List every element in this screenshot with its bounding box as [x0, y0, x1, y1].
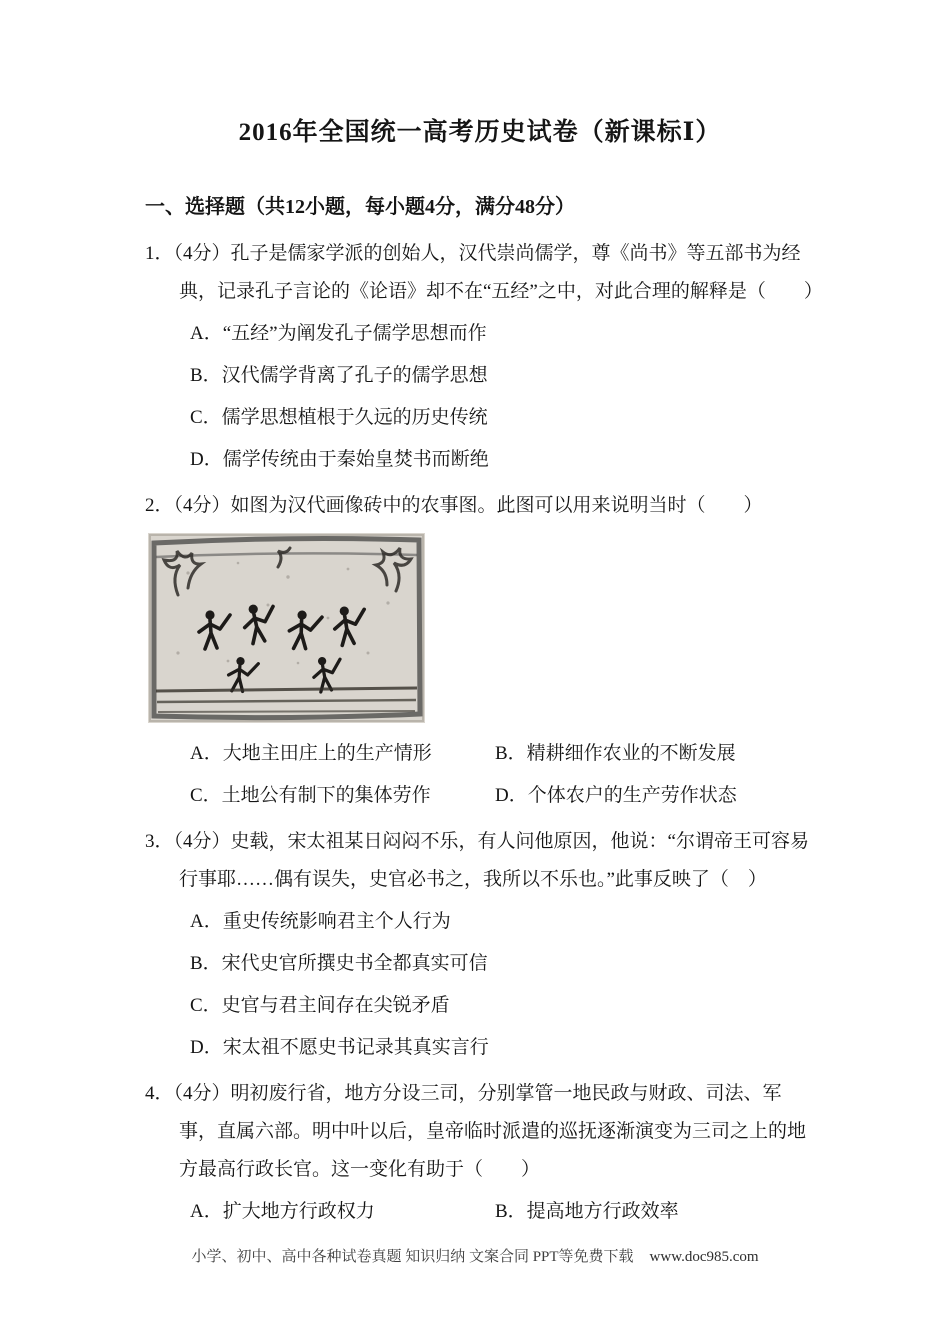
question-1-options	[145, 313, 815, 481]
question-2	[145, 487, 815, 817]
website-url: www.doc985.com	[649, 1249, 759, 1265]
han-brick-farming-image	[148, 533, 425, 723]
question-1-number: 1．	[145, 243, 174, 264]
question-2-option-a: A．大地主田庄上的生产情形	[190, 743, 432, 764]
question-3-option-a: A．重史传统影响君主个人行为	[190, 911, 451, 932]
question-1-stem	[145, 235, 823, 311]
question-2-stem-text: （4分）如图为汉代画像砖中的农事图。此图可以用来说明当时（ ）	[173, 495, 763, 516]
section-header: 一、选择题（共12小题，每小题4分，满分48分）	[145, 196, 575, 218]
question-3-stem-text: （4分）史载，宋太祖某日闷闷不乐，有人问他原因，他说：“尔谓帝王可容易行事耶……偶有误失，史官必书之，我所以不乐也。”此事反映了（ ）	[173, 831, 809, 890]
page-title: 2016年全国统一高考历史试卷（新课标Ⅰ）	[238, 119, 722, 146]
question-2-option-c: C．土地公有制下的集体劳作	[190, 785, 431, 806]
question-2-option-b: B．精耕细作农业的不断发展	[495, 743, 736, 764]
question-3-stem	[145, 823, 815, 899]
question-1	[145, 235, 823, 481]
question-2-number: 2．	[145, 495, 174, 516]
question-3-option-b: B．宋代史官所撰史书全都真实可信	[190, 953, 488, 974]
question-1-option-d: D．儒学传统由于秦始皇焚书而断绝	[190, 449, 489, 470]
question-4-options	[145, 1191, 815, 1233]
question-2-options	[145, 733, 815, 817]
question-4-option-b: B．提高地方行政效率	[495, 1201, 679, 1222]
question-4	[145, 1075, 815, 1233]
question-4-number: 4．	[145, 1083, 174, 1104]
question-1-option-c: C．儒学思想植根于久远的历史传统	[190, 407, 488, 428]
question-3-number: 3．	[145, 831, 174, 852]
question-2-stem	[145, 487, 815, 525]
question-4-stem-text: （4分）明初废行省，地方分设三司，分别掌管一地民政与财政、司法、军事，直属六部。明中叶以后，皇帝临时派遣的巡抚逐渐演变为三司之上的地方最高行政长官。这一变化有助于（ ）	[173, 1083, 807, 1180]
question-3	[145, 823, 815, 1069]
question-3-option-d: D．宋太祖不愿史书记录其真实言行	[190, 1037, 489, 1058]
question-1-option-a: A．“五经”为阐发孔子儒学思想而作	[190, 323, 487, 344]
question-4-option-a: A．扩大地方行政权力	[190, 1201, 375, 1222]
question-4-stem	[145, 1075, 815, 1189]
question-3-option-c: C．史官与君主间存在尖锐矛盾	[190, 995, 450, 1016]
footer-text: 小学、初中、高中各种试卷真题 知识归纳 文案合同 PPT等免费下载	[191, 1249, 634, 1265]
question-1-option-b: B．汉代儒学背离了孔子的儒学思想	[190, 365, 488, 386]
question-1-stem-text: （4分）孔子是儒家学派的创始人，汉代崇尚儒学，尊《尚书》等五部书为经典，记录孔子言论的《论语》却不在“五经”之中，对此合理的解释是（ ）	[173, 243, 823, 302]
question-2-option-d: D．个体农户的生产劳作状态	[495, 785, 737, 806]
page-footer	[0, 1245, 950, 1266]
question-3-options	[145, 901, 815, 1069]
